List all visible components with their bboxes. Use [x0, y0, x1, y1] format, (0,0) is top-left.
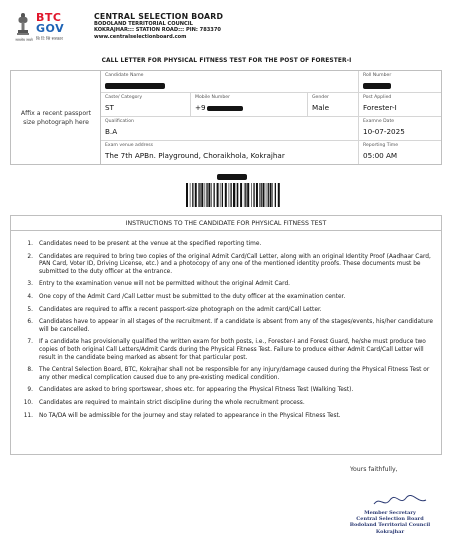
- barcode-bar: [266, 183, 267, 207]
- org-name: CENTRAL SELECTION BOARD: [94, 12, 224, 21]
- organisation-block: [94, 12, 223, 40]
- letterhead: [14, 10, 444, 50]
- exam-date-cell: [359, 117, 441, 141]
- instructions-list: [15, 234, 435, 420]
- reporting-time-value: 05:00 AM: [363, 151, 398, 160]
- mobile-prefix: +9: [195, 103, 206, 112]
- post-label: Post Applied: [363, 95, 392, 100]
- barcode-bar: [198, 183, 199, 207]
- roll-number-label: Roll Number: [363, 73, 392, 78]
- instruction-item: 7. If a candidate has provisionally qualified the written exam for both posts, i.e., Forester-I and Forest Guard, he/she must produce two copies of both original Call Letters/Admit Cards during the Physical Fitness Test. Failure to produce either Admit Card/Call Letter will result in the candidate being marked as absent for that particular post.: [27, 339, 426, 361]
- barcode-bar: [225, 183, 227, 207]
- exam-date-label: Examne Date: [363, 119, 395, 124]
- barcode-bar: [237, 183, 238, 207]
- signature-block: [330, 466, 450, 536]
- barcode-bar: [268, 183, 269, 207]
- roll-number-cell: [359, 71, 441, 93]
- barcode-bar: [229, 183, 230, 207]
- barcode-bar: [220, 183, 221, 207]
- instruction-item: 11. No TA/DA will be admissible for the journey and stay related to appearance in the Physical Fitness Test.: [23, 412, 341, 419]
- reporting-time-label: Reporting Time: [363, 143, 399, 148]
- barcode-bar: [190, 183, 191, 207]
- barcode-bar: [217, 183, 219, 207]
- candidate-info-table: [10, 70, 442, 165]
- venue-label: Exam venue address: [105, 143, 154, 148]
- instruction-item: 5. Candidates are required to affix a recent passport-size photograph on the admit card/Call Letter.: [27, 306, 322, 313]
- official-stamp: [330, 510, 450, 535]
- instructions-title: INSTRUCTIONS TO THE CANDIDATE FOR PHYSICAL FITNESS TEST: [125, 220, 327, 227]
- caste-value: ST: [105, 103, 114, 112]
- closing-salutation: Yours faithfully,: [350, 466, 398, 473]
- stamp-designation: Member Secretary: [364, 510, 416, 516]
- instruction-item: 1. Candidates need to be present at the venue at the specified reporting time.: [27, 241, 262, 247]
- barcode-bar: [199, 183, 200, 207]
- barcode-bar: [240, 183, 242, 207]
- instruction-item: 3. Entry to the examination venue will not be permitted without the original Admit Card.: [27, 281, 291, 288]
- redaction-bar: [363, 83, 391, 89]
- mobile-label: Mobile Number: [195, 95, 230, 100]
- brand-subtext: बि टि सि सरकार: [36, 37, 64, 42]
- barcode-bar: [192, 183, 193, 207]
- caste-cell: [101, 93, 191, 117]
- barcode: [185, 183, 281, 207]
- barcode-bar: [256, 183, 258, 207]
- org-website: www.centralselectionboard.com: [94, 33, 187, 40]
- venue-cell: [101, 141, 359, 164]
- exam-date-value: 10-07-2025: [363, 127, 405, 136]
- barcode-bar: [214, 183, 215, 207]
- photo-placeholder: [11, 71, 101, 164]
- barcode-bar: [233, 183, 235, 207]
- brand-mark: [36, 10, 76, 46]
- divider: [11, 230, 441, 231]
- instruction-item: 6. Candidates have to appear in all stages of the recruitment. If a candidate is absent from any of the stages/events, his/her candidature will be cancelled.: [27, 319, 433, 333]
- stamp-council: Bodoland Territorial Council: [349, 522, 431, 529]
- gender-value: Male: [312, 103, 330, 112]
- instructions-box: [10, 215, 442, 455]
- reporting-time-cell: [359, 141, 441, 164]
- barcode-bar: [259, 183, 260, 207]
- post-value: Forester-I: [363, 103, 397, 112]
- venue-value: The 7th APBn. Playground, Choraikhola, Kokrajhar: [105, 151, 285, 160]
- brand-top: BTC: [36, 11, 62, 24]
- barcode-bar: [206, 183, 207, 207]
- btc-gov-logo: [14, 10, 90, 46]
- barcode-bar: [275, 183, 276, 207]
- barcode-bar: [247, 183, 249, 207]
- candidate-name-label: Candidate Name: [105, 73, 144, 78]
- barcode-bar: [222, 183, 223, 207]
- barcode-bar: [186, 183, 188, 207]
- instruction-item: 9. Candidates are asked to bring sportswear, shoes etc. for appearing the Physical Fitness Test (Walking Test).: [27, 387, 354, 394]
- mobile-cell: [191, 93, 308, 117]
- brand-bottom: GOV: [36, 22, 65, 35]
- stamp-office: Central Selection Board: [356, 516, 424, 523]
- document-title: CALL LETTER FOR PHYSICAL FITNESS TEST FOR THE POST OF FORESTER-I: [101, 58, 352, 64]
- barcode-bar: [251, 183, 252, 207]
- barcode-bar: [263, 183, 265, 207]
- redaction-bar: [105, 83, 165, 89]
- barcode-bar: [270, 183, 272, 207]
- post-cell: [359, 93, 441, 117]
- barcode-bar: [195, 183, 197, 207]
- stamp-place: Kokrajhar: [375, 528, 405, 535]
- barcode-number-redaction: [217, 174, 247, 180]
- instruction-item: 4. One copy of the Admit Card /Call Letter must be submitted to the duty officer at the examination center.: [27, 293, 346, 300]
- roll-number-value: [363, 81, 391, 90]
- barcode-bar: [245, 183, 246, 207]
- barcode-bar: [211, 183, 212, 207]
- candidate-name-cell: [101, 71, 359, 93]
- candidate-name-value: [105, 81, 165, 90]
- photo-placeholder-text: Affix a recent passport size photograph here: [20, 110, 92, 126]
- instruction-item: 8. The Central Selection Board, BTC, Kokrajhar shall not be responsible for any injury/damage caused during the Physical Fitness Test or any other medical complication caused due to any pre-existing medical condition.: [27, 367, 430, 381]
- gender-cell: [308, 93, 359, 117]
- gender-label: Gender: [312, 95, 329, 100]
- instruction-item: 10. Candidates are required to maintain strict discipline during the whole recruitment process.: [23, 399, 305, 406]
- barcode-bar: [236, 183, 237, 207]
- qualification-label: Qualification: [105, 119, 134, 124]
- barcode-bar: [261, 183, 262, 207]
- barcode-bar: [278, 183, 280, 207]
- instruction-item: 2. Candidates are required to bring two copies of the original Admit Card/Call Letter, along with an original Identity Proof (Aadhaar Card, PAN Card, Voter ID, Driving License, etc.) and a photocopy of any one of the mentioned identity proofs. These documents must be submitted to the duty officer at the entrance.: [27, 253, 431, 275]
- org-address: KOKRAJHAR::: STATION ROAD::: PIN: 783370: [94, 27, 221, 34]
- mobile-value: [195, 103, 243, 112]
- qualification-cell: [101, 117, 359, 141]
- barcode-bar: [253, 183, 254, 207]
- qualification-value: B.A: [105, 127, 118, 136]
- barcode-bar: [208, 183, 210, 207]
- org-council: BODOLAND TERRITORIAL COUNCIL: [94, 21, 193, 27]
- barcode-bar: [230, 183, 231, 207]
- barcode-bar: [244, 183, 245, 207]
- barcode-bar: [201, 183, 203, 207]
- redaction-bar: [207, 106, 243, 111]
- emblem-caption: सत्यमेव जयते: [15, 38, 33, 42]
- caste-label: Caste/ Category: [105, 95, 143, 100]
- barcode-bar: [272, 183, 273, 207]
- signature-scribble: [370, 492, 430, 510]
- barcode-bar: [205, 183, 206, 207]
- barcode-block: [185, 174, 281, 208]
- national-emblem-icon: [16, 12, 30, 38]
